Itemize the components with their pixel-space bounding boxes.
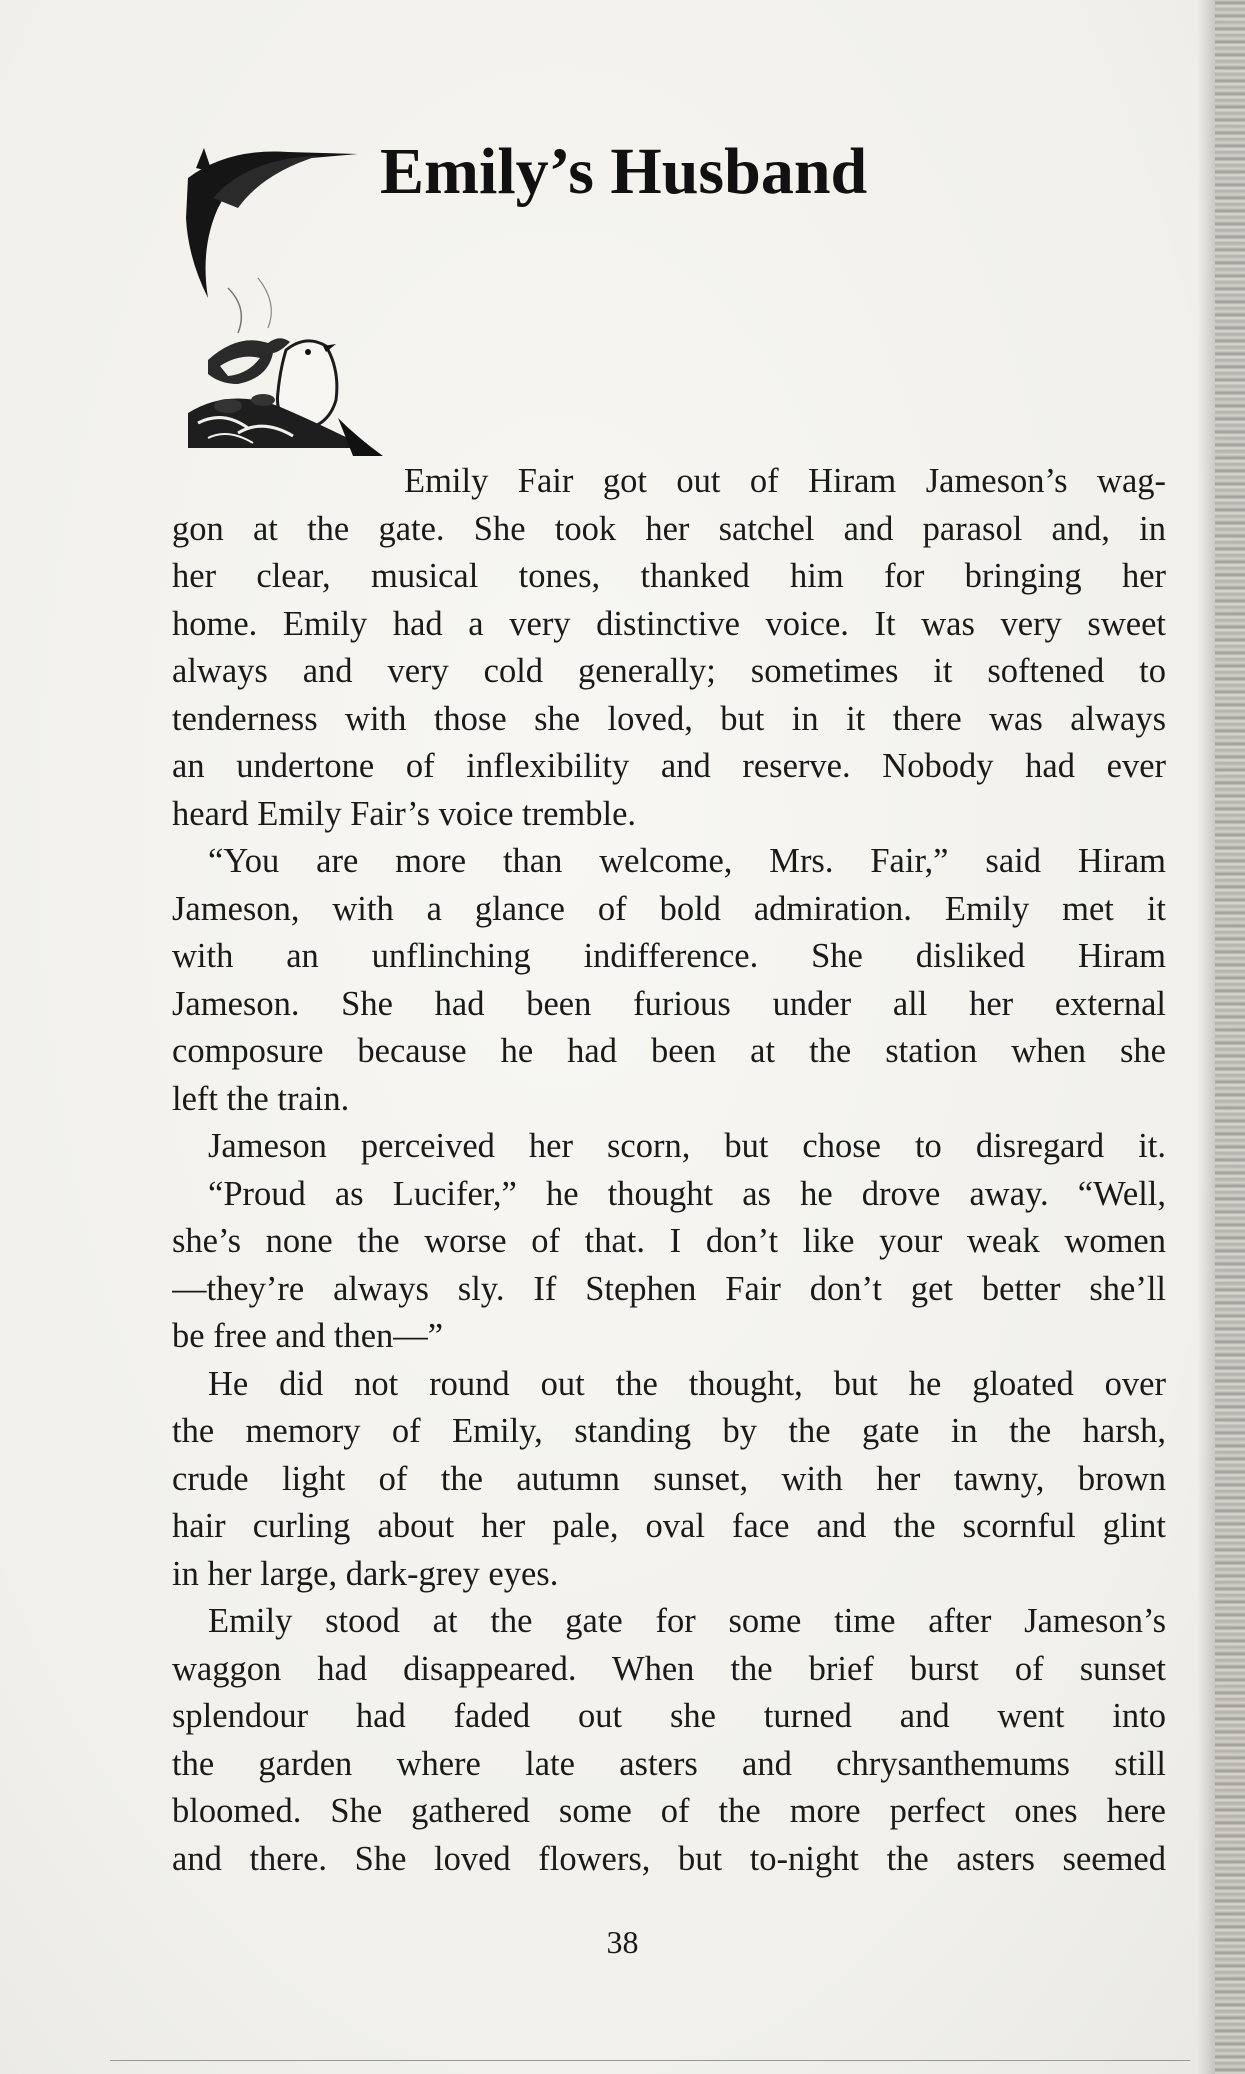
text-line: composure because he had been at the station when she	[172, 1032, 1166, 1070]
text-line: be free and then—”	[172, 1317, 444, 1355]
text-line: the memory of Emily, standing by the gate in the harsh,	[172, 1412, 1166, 1450]
body-text	[172, 458, 1166, 1883]
text-line: crude light of the autumn sunset, with her tawny, brown	[172, 1459, 1166, 1498]
book-spine-edge	[1215, 0, 1245, 2074]
text-line: bloomed. She gathered some of the more perfect ones here	[172, 1792, 1166, 1830]
text-line: an undertone of inflexibility and reserve. Nobody had ever	[172, 747, 1166, 785]
text-line: splendour had faded out she turned and went into	[172, 1697, 1166, 1735]
text-line: left the train.	[172, 1079, 350, 1118]
text-line: with an unflinching indifference. She disliked Hiram	[172, 937, 1166, 975]
text-line: waggon had disappeared. When the brief burst of sunset	[172, 1649, 1166, 1688]
page-bottom-edge	[110, 2060, 1190, 2061]
text-line: Jameson, with a glance of bold admiration. Emily met it	[172, 889, 1166, 928]
text-line: tenderness with those she loved, but in it there was always	[172, 699, 1166, 738]
text-line: Jameson perceived her scorn, but chose to disregard it.	[208, 1127, 1166, 1165]
page-number: 38	[606, 1924, 639, 1960]
text-line: and there. She loved flowers, but to-night the asters seemed	[172, 1839, 1166, 1878]
text-line: heard Emily Fair’s voice tremble.	[172, 794, 637, 833]
text-line: Emily Fair got out of Hiram Jameson’s wag-	[404, 462, 1166, 500]
text-line: always and very cold generally; sometimes it softened to	[172, 652, 1166, 690]
text-line: Emily stood at the gate for some time after Jameson’s	[208, 1602, 1166, 1640]
spine-shadow	[1197, 0, 1215, 2074]
dove-pair-initial-ornament-icon	[168, 138, 388, 458]
chapter-title: Emily’s Husband	[380, 135, 868, 208]
text-line: the garden where late asters and chrysanthemums still	[172, 1744, 1166, 1783]
text-line: home. Emily had a very distinctive voice. It was very sweet	[172, 604, 1166, 643]
text-line: hair curling about her pale, oval face and the scornful glint	[172, 1507, 1166, 1545]
text-line: He did not round out the thought, but he gloated over	[208, 1364, 1166, 1403]
text-line: —they’re always sly. If Stephen Fair don’t get better she’ll	[172, 1269, 1166, 1308]
text-line: her clear, musical tones, thanked him for bringing her	[172, 557, 1166, 595]
text-line: gon at the gate. She took her satchel and parasol and, in	[172, 509, 1166, 548]
text-line: “Proud as Lucifer,” he thought as he drove away. “Well,	[208, 1174, 1166, 1213]
text-line: she’s none the worse of that. I don’t like your weak women	[172, 1222, 1166, 1260]
text-line: in her large, dark-grey eyes.	[172, 1554, 559, 1593]
text-line: Jameson. She had been furious under all her external	[172, 984, 1166, 1023]
text-line: “You are more than welcome, Mrs. Fair,” said Hiram	[208, 842, 1166, 880]
